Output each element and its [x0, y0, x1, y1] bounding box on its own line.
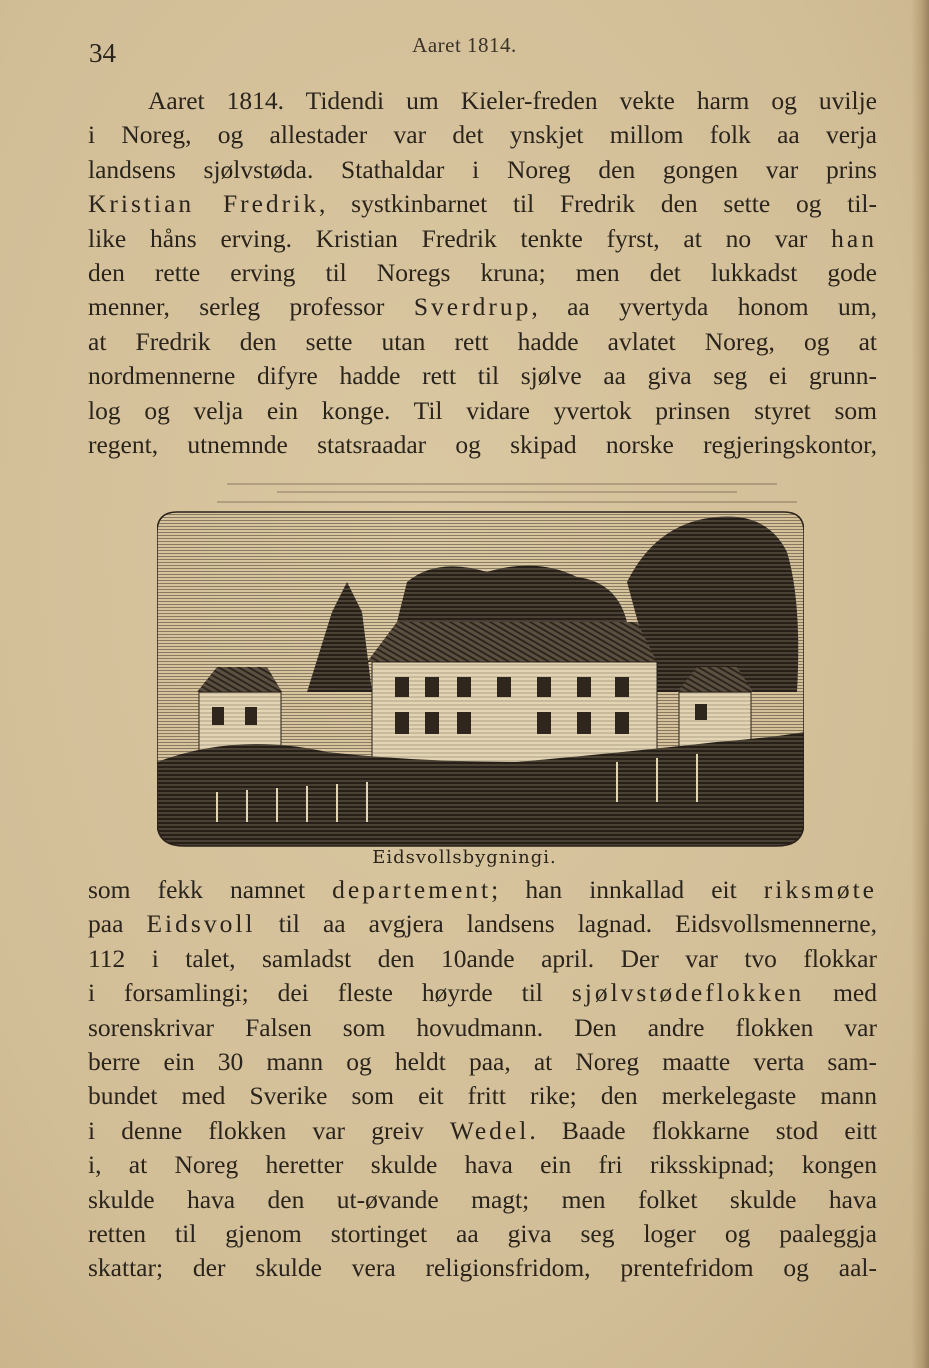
- text-run: i Noreg, og allestader var det ynskjet millom folk aa verja: [88, 120, 877, 150]
- text-line: [88, 976, 877, 1010]
- text-line: [88, 256, 877, 290]
- text-line: [88, 907, 877, 941]
- text-run: regent, utnemnde statsraadar og skipad norske regjeringskontor,: [88, 429, 877, 459]
- text-line: [88, 222, 877, 256]
- text-run: retten til gjenom stortinget aa giva seg loger og paaleggja: [88, 1218, 877, 1248]
- text-line: [88, 428, 877, 462]
- text-block-bottom: [88, 873, 877, 1286]
- spaced-emphasis: riksmøte: [763, 875, 878, 904]
- text-run: Aaret 1814. Tidendi um Kieler-freden vekte harm og uvilje: [148, 86, 877, 115]
- spaced-emphasis: Sverdrup: [413, 292, 532, 322]
- text-run: skulde hava den ut-øvande magt; men folket skulde hava: [88, 1184, 877, 1214]
- text-run: at Fredrik den sette utan rett hadde avlatet Noreg, og at: [88, 326, 877, 356]
- text-line: [88, 394, 877, 428]
- text-run: . Baade flokkarne stod eitt: [529, 1115, 877, 1145]
- text-run: bundet med Sverike som eit fritt rike; den merkelegaste mann: [88, 1081, 877, 1111]
- text-run: paa: [88, 909, 147, 939]
- text-line: [88, 325, 877, 359]
- text-run: den rette erving til Noregs kruna; men det lukkadst gode: [88, 257, 877, 287]
- text-run: , systkinbarnet til Fredrik den sette og til-: [319, 189, 877, 219]
- page-number: 34: [89, 38, 116, 68]
- text-line: [88, 290, 877, 324]
- text-run: log og velja ein konge. Til vidare yvertok prinsen styret som: [88, 395, 877, 425]
- spaced-emphasis: sjølvstødeflokken: [571, 978, 805, 1008]
- figure-caption: Eidsvollsbygningi.: [372, 847, 557, 868]
- text-line: [88, 153, 877, 187]
- text-line: [88, 1251, 877, 1285]
- text-run: skattar; der skulde vera religionsfridom, prentefridom og aal-: [88, 1253, 877, 1283]
- text-line: [88, 1079, 877, 1113]
- text-line: [88, 359, 877, 393]
- text-line: [88, 942, 877, 976]
- main-roof: [367, 622, 657, 662]
- page-edge: [911, 0, 929, 1368]
- engraving-illustration: [157, 462, 804, 848]
- text-line: [88, 1045, 877, 1079]
- text-run: i, at Noreg heretter skulde hava ein fri riksskipnad; kongen: [88, 1150, 877, 1180]
- text-line: [88, 84, 877, 118]
- text-run: 112 i talet, samladst den 10ande april. Der var tvo flokkar: [88, 943, 877, 973]
- text-run: i denne flokken var greiv: [88, 1115, 450, 1145]
- text-line: [88, 873, 877, 907]
- running-title: Aaret 1814.: [412, 33, 517, 57]
- text-run: berre ein 30 mann og heldt paa, at Noreg maatte verta sam-: [88, 1046, 877, 1076]
- text-line: [88, 1217, 877, 1251]
- spaced-emphasis: Wedel: [449, 1115, 530, 1145]
- text-line: [88, 187, 877, 221]
- text-run: sorenskrivar Falsen som hovudmann. Den andre flokken var: [88, 1012, 877, 1042]
- spaced-emphasis: han: [831, 223, 877, 253]
- text-line: [88, 1114, 877, 1148]
- text-run: , aa yvertyda honom um,: [531, 292, 877, 322]
- spaced-emphasis: departement: [332, 875, 492, 904]
- text-line: [88, 1148, 877, 1182]
- engraving-eidsvoll-building: [157, 462, 804, 848]
- text-line: [88, 1011, 877, 1045]
- spaced-emphasis: Kristian Fredrik: [88, 189, 320, 219]
- text-run: som fekk namnet: [88, 875, 333, 904]
- text-run: ; han innkallad eit: [491, 875, 764, 904]
- text-run: i forsamlingi; dei fleste høyrde til: [88, 978, 572, 1008]
- text-line: [88, 118, 877, 152]
- text-line: [88, 1183, 877, 1217]
- spaced-emphasis: Eidsvoll: [146, 909, 256, 939]
- text-block-top: [88, 84, 877, 462]
- text-run: med: [804, 978, 878, 1008]
- text-run: landsens sjølvstøda. Stathaldar i Noreg den gongen var prins: [88, 154, 877, 184]
- text-run: like håns erving. Kristian Fredrik tenkte fyrst, at no var: [88, 223, 832, 253]
- text-run: menner, serleg professor: [88, 292, 414, 322]
- text-run: nordmennerne difyre hadde rett til sjølve aa giva seg ei grunn-: [88, 361, 877, 391]
- text-run: til aa avgjera landsens lagnad. Eidsvollsmennerne,: [255, 909, 877, 939]
